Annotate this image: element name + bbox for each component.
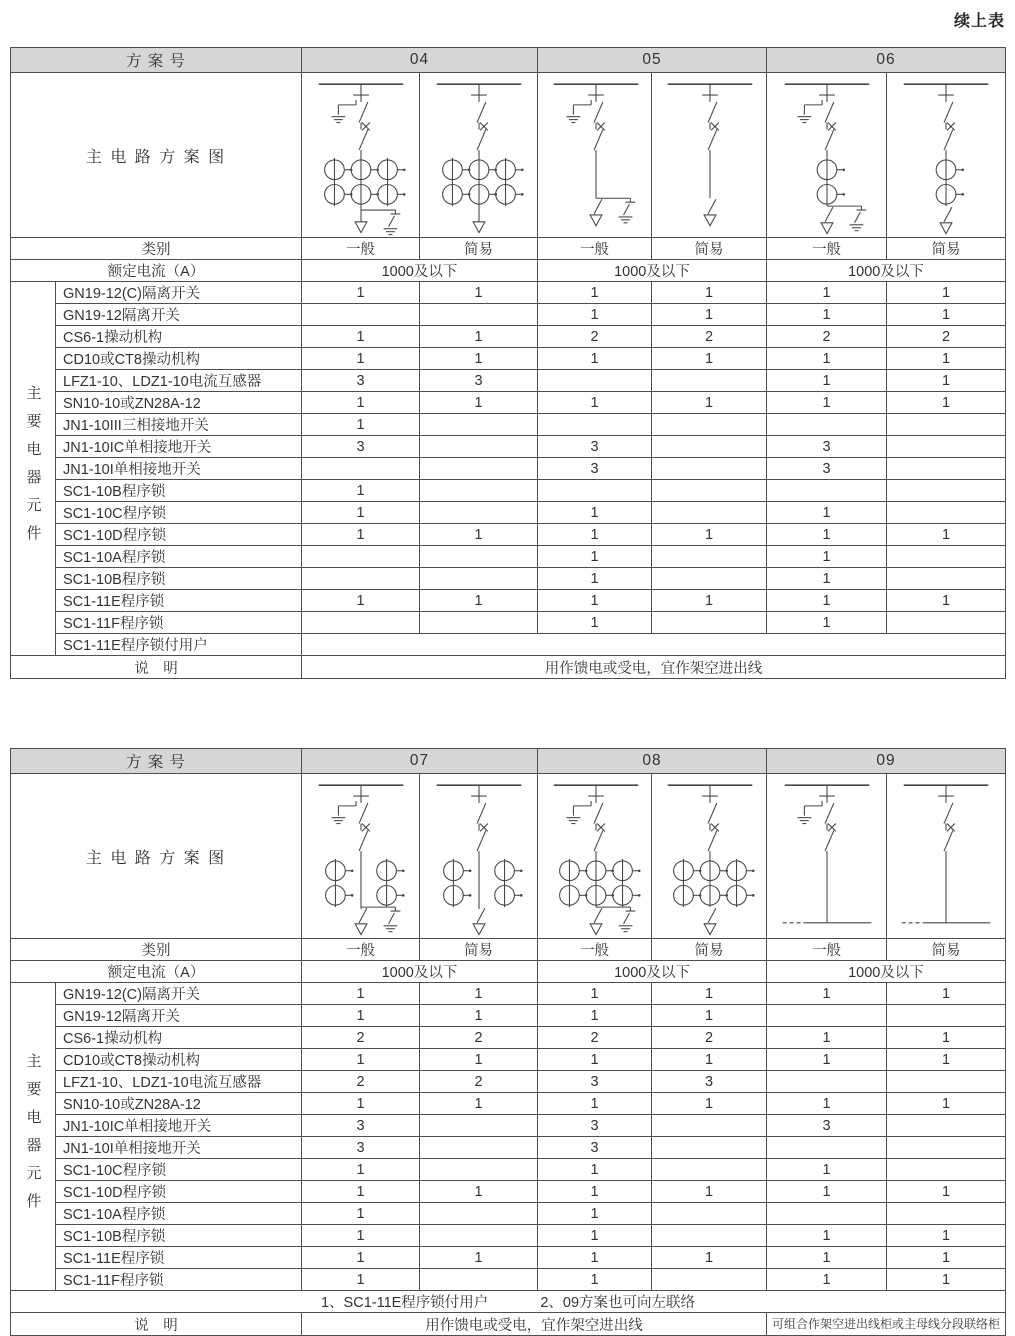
circuit-diagram-svg — [303, 74, 419, 236]
qty-cell: 3 — [538, 436, 652, 458]
tables-wrap — [10, 47, 1006, 1336]
circuit-diagram-svg — [421, 74, 537, 236]
qty-cell — [887, 546, 1006, 568]
qty-cell — [420, 414, 538, 436]
qty-cell — [420, 436, 538, 458]
qty-cell — [887, 1071, 1006, 1093]
category-simple-06: 简易 — [887, 238, 1006, 260]
qty-cell — [887, 1159, 1006, 1181]
qty-cell: 2 — [887, 326, 1006, 348]
circuit-diagram-svg — [538, 775, 652, 937]
qty-cell: 3 — [302, 1115, 420, 1137]
qty-cell: 1 — [538, 568, 652, 590]
qty-cell: 2 — [652, 1027, 767, 1049]
qty-cell: 1 — [767, 1225, 887, 1247]
qty-cell: 1 — [420, 282, 538, 304]
qty-cell: 1 — [767, 1027, 887, 1049]
circuit-diagram-07-general — [302, 774, 420, 939]
qty-cell: 1 — [538, 546, 652, 568]
qty-cell: 1 — [538, 1093, 652, 1115]
component-name: JN1-10I单相接地开关 — [56, 1137, 302, 1159]
qty-cell — [652, 414, 767, 436]
scheme-number-08: 08 — [538, 749, 767, 774]
qty-cell: 1 — [887, 1049, 1006, 1071]
qty-cell: 1 — [887, 282, 1006, 304]
qty-cell: 1 — [302, 392, 420, 414]
qty-cell — [538, 480, 652, 502]
circuit-diagram-svg — [303, 775, 419, 937]
qty-cell — [420, 1269, 538, 1291]
scheme-number-05: 05 — [538, 48, 767, 73]
qty-cell: 1 — [302, 480, 420, 502]
qty-cell — [887, 1203, 1006, 1225]
qty-cell: 1 — [538, 392, 652, 414]
qty-cell: 1 — [652, 304, 767, 326]
qty-cell: 1 — [538, 1181, 652, 1203]
qty-cell: 1 — [538, 1159, 652, 1181]
rated-current-value-08: 1000及以下 — [538, 961, 767, 983]
qty-cell: 1 — [420, 1181, 538, 1203]
qty-cell: 1 — [767, 568, 887, 590]
qty-cell: 2 — [302, 1071, 420, 1093]
qty-cell: 1 — [302, 983, 420, 1005]
qty-cell: 1 — [652, 590, 767, 612]
qty-cell — [420, 304, 538, 326]
qty-cell: 1 — [302, 1159, 420, 1181]
qty-cell: 1 — [652, 348, 767, 370]
qty-cell — [887, 502, 1006, 524]
qty-cell: 2 — [420, 1027, 538, 1049]
component-name: SC1-10A程序锁 — [56, 546, 302, 568]
circuit-diagram-08-simple — [652, 774, 767, 939]
qty-cell — [887, 1115, 1006, 1137]
diagram-label: 主 电 路 方 案 图 — [11, 73, 302, 238]
qty-cell — [420, 546, 538, 568]
qty-cell — [887, 458, 1006, 480]
category-general-07: 一般 — [302, 939, 420, 961]
qty-cell: 1 — [767, 1269, 887, 1291]
qty-cell: 1 — [538, 304, 652, 326]
qty-cell: 1 — [652, 1093, 767, 1115]
qty-cell: 1 — [887, 590, 1006, 612]
qty-cell: 1 — [887, 392, 1006, 414]
qty-cell: 1 — [652, 1049, 767, 1071]
qty-cell: 1 — [538, 1269, 652, 1291]
qty-cell: 1 — [302, 1181, 420, 1203]
qty-cell — [420, 480, 538, 502]
circuit-diagram-svg — [652, 74, 767, 236]
qty-cell: 1 — [887, 1181, 1006, 1203]
qty-cell: 1 — [538, 1247, 652, 1269]
note-label: 说 明 — [11, 1313, 302, 1336]
qty-cell: 1 — [302, 1269, 420, 1291]
qty-cell: 1 — [652, 524, 767, 546]
qty-cell: 1 — [887, 1225, 1006, 1247]
qty-cell: 1 — [302, 282, 420, 304]
category-general-05: 一般 — [538, 238, 652, 260]
qty-cell: 1 — [538, 1049, 652, 1071]
qty-cell — [887, 1005, 1006, 1027]
qty-cell: 1 — [767, 612, 887, 634]
qty-cell: 1 — [887, 348, 1006, 370]
qty-cell — [767, 480, 887, 502]
qty-cell: 1 — [767, 1181, 887, 1203]
qty-cell: 1 — [767, 304, 887, 326]
qty-cell: 1 — [538, 1225, 652, 1247]
qty-cell — [302, 568, 420, 590]
qty-cell: 1 — [302, 1049, 420, 1071]
component-name: SC1-11E程序锁 — [56, 590, 302, 612]
qty-cell: 1 — [887, 1269, 1006, 1291]
scheme-number-04: 04 — [302, 48, 538, 73]
qty-cell — [420, 568, 538, 590]
scheme-number-09: 09 — [767, 749, 1006, 774]
component-name: GN19-12(C)隔离开关 — [56, 282, 302, 304]
category-general-04: 一般 — [302, 238, 420, 260]
qty-cell: 1 — [538, 612, 652, 634]
component-name: SC1-10B程序锁 — [56, 480, 302, 502]
rated-current-value-06: 1000及以下 — [767, 260, 1006, 282]
qty-cell: 2 — [538, 1027, 652, 1049]
qty-cell — [767, 1071, 887, 1093]
category-label: 类别 — [11, 238, 302, 260]
group-label: 主要电器元件 — [11, 282, 56, 656]
qty-cell: 1 — [302, 348, 420, 370]
group-label: 主要电器元件 — [11, 983, 56, 1291]
component-name: SC1-11E程序锁 — [56, 1247, 302, 1269]
qty-cell: 1 — [420, 983, 538, 1005]
qty-cell — [420, 612, 538, 634]
qty-cell: 3 — [420, 370, 538, 392]
component-name: SN10-10或ZN28A-12 — [56, 1093, 302, 1115]
qty-cell: 1 — [302, 1225, 420, 1247]
qty-cell: 1 — [420, 1005, 538, 1027]
component-name: SN10-10或ZN28A-12 — [56, 392, 302, 414]
qty-cell — [302, 612, 420, 634]
qty-cell: 1 — [767, 524, 887, 546]
component-name: LFZ1-10、LDZ1-10电流互感器 — [56, 1071, 302, 1093]
note-label: 说 明 — [11, 656, 302, 679]
qty-cell: 3 — [767, 436, 887, 458]
continuation-note: 续上表 — [953, 13, 1005, 30]
qty-cell — [652, 458, 767, 480]
qty-cell — [652, 612, 767, 634]
circuit-diagram-07-simple — [420, 774, 538, 939]
circuit-diagram-svg — [888, 74, 1004, 236]
component-name: SC1-10C程序锁 — [56, 502, 302, 524]
component-name: SC1-10B程序锁 — [56, 568, 302, 590]
rated-current-label: 额定电流（A） — [11, 961, 302, 983]
scheme-tables-container — [10, 47, 1006, 1336]
qty-cell: 1 — [538, 524, 652, 546]
circuit-diagram-svg — [421, 775, 537, 937]
component-name: SC1-10D程序锁 — [56, 524, 302, 546]
qty-cell — [767, 1203, 887, 1225]
qty-cell: 1 — [652, 1005, 767, 1027]
qty-cell: 1 — [652, 1181, 767, 1203]
component-name: SC1-10D程序锁 — [56, 1181, 302, 1203]
qty-cell: 1 — [302, 414, 420, 436]
qty-cell: 2 — [767, 326, 887, 348]
circuit-diagram-05-general — [538, 73, 652, 238]
qty-cell: 1 — [420, 326, 538, 348]
component-name: SC1-10B程序锁 — [56, 1225, 302, 1247]
category-label: 类别 — [11, 939, 302, 961]
component-name: SC1-11E程序锁付用户 — [56, 634, 302, 656]
rated-current-value-05: 1000及以下 — [538, 260, 767, 282]
qty-cell — [887, 414, 1006, 436]
category-general-08: 一般 — [538, 939, 652, 961]
qty-cell: 1 — [767, 1247, 887, 1269]
qty-cell: 1 — [767, 1049, 887, 1071]
qty-cell: 2 — [538, 326, 652, 348]
qty-cell: 1 — [302, 1247, 420, 1269]
qty-cell — [887, 612, 1006, 634]
scheme-no-label: 方 案 号 — [11, 749, 302, 774]
component-name: CD10或CT8操动机构 — [56, 1049, 302, 1071]
qty-cell: 1 — [887, 304, 1006, 326]
circuit-diagram-svg — [769, 775, 885, 937]
qty-cell: 1 — [420, 524, 538, 546]
footnote-1: 1、SC1-11E程序锁付用户 — [320, 1295, 489, 1311]
circuit-diagram-06-general — [767, 73, 887, 238]
circuit-diagram-05-simple — [652, 73, 767, 238]
qty-cell — [652, 502, 767, 524]
scheme-number-06: 06 — [767, 48, 1006, 73]
component-name: GN19-12隔离开关 — [56, 304, 302, 326]
qty-cell: 1 — [538, 1005, 652, 1027]
diagram-label: 主 电 路 方 案 图 — [11, 774, 302, 939]
circuit-diagram-04-simple — [420, 73, 538, 238]
footnote-row — [11, 1291, 1006, 1313]
qty-cell — [652, 1225, 767, 1247]
category-simple-09: 简易 — [887, 939, 1006, 961]
qty-cell — [302, 304, 420, 326]
qty-cell: 2 — [652, 326, 767, 348]
qty-cell: 1 — [538, 282, 652, 304]
qty-cell — [420, 458, 538, 480]
circuit-diagram-09-simple — [887, 774, 1006, 939]
circuit-diagram-svg — [769, 74, 885, 236]
qty-cell — [302, 546, 420, 568]
qty-cell — [420, 1137, 538, 1159]
qty-cell: 3 — [767, 458, 887, 480]
qty-cell: 3 — [302, 370, 420, 392]
qty-cell: 1 — [420, 590, 538, 612]
qty-cell: 3 — [302, 436, 420, 458]
circuit-diagram-svg — [888, 775, 1004, 937]
category-simple-07: 简易 — [420, 939, 538, 961]
qty-cell: 1 — [767, 370, 887, 392]
circuit-diagram-08-general — [538, 774, 652, 939]
qty-cell — [420, 1115, 538, 1137]
qty-cell — [652, 546, 767, 568]
qty-cell — [652, 1203, 767, 1225]
qty-cell: 1 — [767, 1093, 887, 1115]
qty-cell: 2 — [302, 1027, 420, 1049]
rated-current-label: 额定电流（A） — [11, 260, 302, 282]
category-simple-04: 简易 — [420, 238, 538, 260]
qty-cell: 1 — [767, 983, 887, 1005]
qty-cell: 1 — [652, 392, 767, 414]
component-name: GN19-12隔离开关 — [56, 1005, 302, 1027]
circuit-diagram-svg — [652, 775, 767, 937]
qty-cell — [420, 502, 538, 524]
qty-cell — [652, 436, 767, 458]
qty-cell: 1 — [887, 1093, 1006, 1115]
qty-cell — [652, 370, 767, 392]
qty-cell: 3 — [538, 1071, 652, 1093]
qty-cell: 3 — [538, 1137, 652, 1159]
rated-current-value-09: 1000及以下 — [767, 961, 1006, 983]
component-name: SC1-11F程序锁 — [56, 612, 302, 634]
qty-cell: 1 — [538, 983, 652, 1005]
category-simple-08: 简易 — [652, 939, 767, 961]
rated-current-value-07: 1000及以下 — [302, 961, 538, 983]
circuit-diagram-svg — [538, 74, 652, 236]
qty-cell: 1 — [538, 502, 652, 524]
component-name: JN1-10IC单相接地开关 — [56, 436, 302, 458]
qty-cell: 1 — [767, 1159, 887, 1181]
qty-cell: 1 — [767, 502, 887, 524]
scheme-table-04-05-06 — [10, 47, 1006, 679]
qty-cell: 1 — [538, 348, 652, 370]
scheme-no-label: 方 案 号 — [11, 48, 302, 73]
qty-cell — [652, 568, 767, 590]
merged-empty-cell — [302, 634, 1006, 656]
note-text-2: 可组合作架空进出线柜或主母线分段联络柜 — [767, 1313, 1006, 1336]
qty-cell: 1 — [887, 1247, 1006, 1269]
qty-cell: 1 — [538, 1203, 652, 1225]
category-simple-05: 简易 — [652, 238, 767, 260]
qty-cell: 1 — [767, 282, 887, 304]
qty-cell — [652, 1159, 767, 1181]
component-name: LFZ1-10、LDZ1-10电流互感器 — [56, 370, 302, 392]
component-name: JN1-10IC单相接地开关 — [56, 1115, 302, 1137]
qty-cell — [652, 480, 767, 502]
qty-cell — [420, 1225, 538, 1247]
qty-cell: 1 — [302, 326, 420, 348]
qty-cell: 1 — [652, 1247, 767, 1269]
circuit-diagram-09-general — [767, 774, 887, 939]
qty-cell — [887, 568, 1006, 590]
qty-cell: 1 — [302, 590, 420, 612]
qty-cell — [887, 480, 1006, 502]
component-name: JN1-10I单相接地开关 — [56, 458, 302, 480]
category-general-09: 一般 — [767, 939, 887, 961]
qty-cell — [420, 1159, 538, 1181]
component-name: SC1-10A程序锁 — [56, 1203, 302, 1225]
component-name: SC1-11F程序锁 — [56, 1269, 302, 1291]
qty-cell: 1 — [887, 1027, 1006, 1049]
qty-cell — [652, 1115, 767, 1137]
footnote-2: 2、09方案也可向左联络 — [540, 1295, 696, 1311]
scheme-number-07: 07 — [302, 749, 538, 774]
circuit-diagram-06-simple — [887, 73, 1006, 238]
category-general-06: 一般 — [767, 238, 887, 260]
qty-cell — [538, 414, 652, 436]
qty-cell — [420, 1203, 538, 1225]
qty-cell: 1 — [652, 983, 767, 1005]
qty-cell — [302, 458, 420, 480]
circuit-diagram-04-general — [302, 73, 420, 238]
qty-cell: 1 — [767, 590, 887, 612]
qty-cell: 1 — [420, 348, 538, 370]
qty-cell: 1 — [420, 392, 538, 414]
scheme-table-07-08-09 — [10, 748, 1006, 1336]
qty-cell: 2 — [420, 1071, 538, 1093]
component-name: SC1-10C程序锁 — [56, 1159, 302, 1181]
qty-cell — [887, 1137, 1006, 1159]
qty-cell: 1 — [302, 524, 420, 546]
qty-cell: 1 — [420, 1093, 538, 1115]
qty-cell: 1 — [302, 1203, 420, 1225]
qty-cell — [767, 1137, 887, 1159]
qty-cell: 1 — [302, 1005, 420, 1027]
qty-cell: 3 — [538, 1115, 652, 1137]
component-name: CS6-1操动机构 — [56, 1027, 302, 1049]
component-name: CD10或CT8操动机构 — [56, 348, 302, 370]
note-text-1: 用作馈电或受电，宜作架空进出线 — [302, 1313, 767, 1336]
qty-cell: 1 — [887, 370, 1006, 392]
qty-cell: 1 — [767, 546, 887, 568]
qty-cell — [652, 1269, 767, 1291]
qty-cell: 1 — [302, 1093, 420, 1115]
qty-cell — [767, 1005, 887, 1027]
qty-cell: 1 — [538, 590, 652, 612]
qty-cell: 1 — [887, 524, 1006, 546]
component-name: GN19-12(C)隔离开关 — [56, 983, 302, 1005]
qty-cell: 1 — [887, 983, 1006, 1005]
note-text-1: 用作馈电或受电，宜作架空进出线 — [302, 656, 1006, 679]
qty-cell — [767, 414, 887, 436]
qty-cell: 1 — [420, 1049, 538, 1071]
qty-cell: 3 — [302, 1137, 420, 1159]
rated-current-value-04: 1000及以下 — [302, 260, 538, 282]
component-name: JN1-10III三相接地开关 — [56, 414, 302, 436]
qty-cell — [887, 436, 1006, 458]
qty-cell: 1 — [767, 348, 887, 370]
qty-cell — [538, 370, 652, 392]
qty-cell: 3 — [767, 1115, 887, 1137]
qty-cell: 1 — [652, 282, 767, 304]
qty-cell — [652, 1137, 767, 1159]
qty-cell: 1 — [302, 502, 420, 524]
qty-cell: 3 — [652, 1071, 767, 1093]
qty-cell: 3 — [538, 458, 652, 480]
qty-cell: 1 — [767, 392, 887, 414]
component-name: CS6-1操动机构 — [56, 326, 302, 348]
qty-cell: 1 — [420, 1247, 538, 1269]
